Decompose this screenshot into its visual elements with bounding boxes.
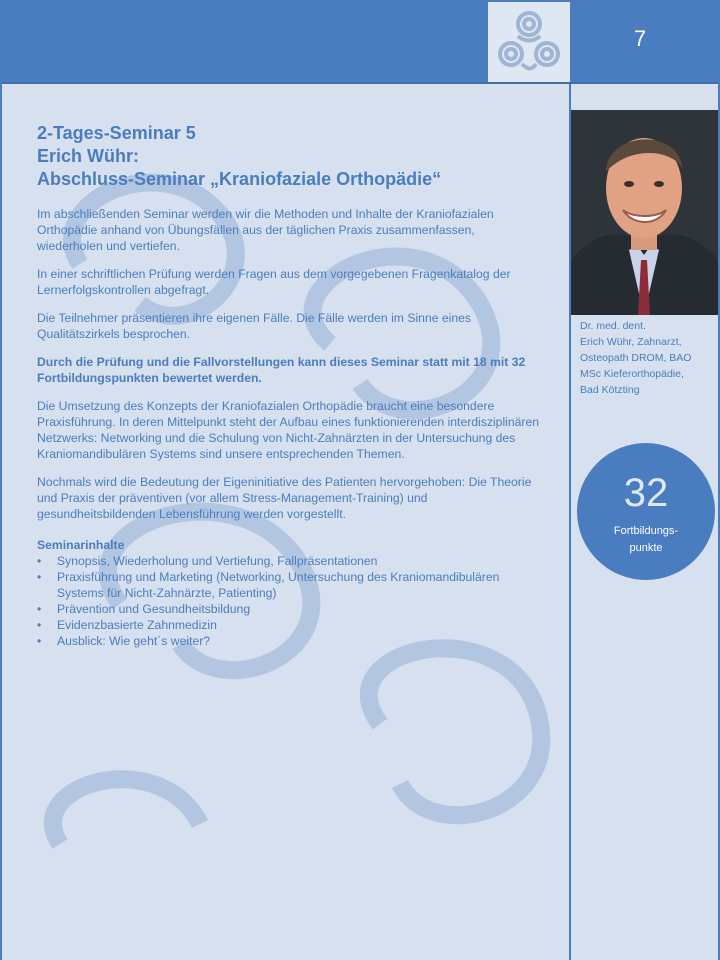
points-label-line-1: Fortbildungs- (613, 525, 679, 537)
header-bar (0, 0, 720, 84)
list-item (37, 553, 542, 569)
caption-line: Erich Wühr, Zahnarzt, (580, 336, 682, 348)
seminar-title-line-3: Abschluss-Seminar „Kraniofaziale Orthopädie“ (37, 169, 442, 189)
list-item-text: Ausblick: Wie geht´s weiter? (57, 634, 211, 648)
paragraph-cases: Die Teilnehmer präsentieren ihre eigenen Fälle. Die Fälle werden im Sinne eines Qualitätszirkels besprochen. (37, 311, 472, 341)
bullet-icon: • (37, 570, 42, 584)
page-number: 7 (633, 26, 647, 51)
speaker-caption (580, 318, 715, 398)
list-item-text: Synopsis, Wiederholung und Vertiefung, Fallpräsentationen (57, 554, 378, 568)
list-item (37, 617, 542, 633)
points-number: 32 (623, 471, 669, 515)
left-border (0, 0, 2, 960)
contents-title: Seminarinhalte (37, 538, 125, 552)
bullet-icon: • (37, 618, 42, 632)
paragraph-points: Durch die Prüfung und die Fallvorstellungen kann dieses Seminar statt mit 18 mit 32 Fortbildungspunkten bewertet werden. (37, 355, 526, 385)
spiral-logo (488, 2, 570, 82)
list-item-text: Evidenzbasierte Zahnmedizin (57, 618, 217, 632)
caption-line: Bad Kötzting (580, 384, 640, 396)
points-badge (577, 443, 715, 580)
points-label (577, 523, 715, 557)
caption-line: MSc Kieferorthopädie, (580, 368, 684, 380)
portrait-image (571, 110, 718, 315)
paragraph-practice: Die Umsetzung des Konzepts der Kraniofazialen Orthopädie braucht eine besondere Praxisführung. In deren Mittelpunkt steht der Aufbau eines funktionierenden interdisziplinären Netzwerks: Networking und die Schulung von Nicht-Zahnärzten in der Untersuchung des Kraniomandibulären Systems sind unsere entsprechenden Themen. (37, 399, 540, 461)
paragraph-prevention: Nochmals wird die Bedeutung der Eigeninitiative des Patienten hervorgehoben: Die Theorie und Praxis der präventiven (vor allem Stress-Management-Training) und gesundheitsbildenden Lebensführung werden vorgestellt. (37, 475, 532, 521)
list-item-text: Praxisführung und Marketing (Networking, Untersuchung des Kraniomandibulären Systems für Nicht-Zahnärzte, Patienting) (57, 570, 500, 600)
caption-line: Osteopath DROM, BAO (580, 352, 692, 364)
list-item (37, 601, 542, 617)
bullet-icon: • (37, 554, 42, 568)
list-item-text: Prävention und Gesundheitsbildung (57, 602, 251, 616)
caption-line: Dr. med. dent. (580, 320, 646, 332)
paragraph-exam: In einer schriftlichen Prüfung werden Fragen aus dem vorgegebenen Fragenkatalog der Lernerfolgskontrollen abgefragt. (37, 267, 511, 297)
paragraph-intro: Im abschließenden Seminar werden wir die Methoden und Inhalte der Kraniofazialen Orthopädie anhand von Übungsfällen aus der täglichen Praxis zusammenfassen, wiederholen und vertiefen. (37, 207, 494, 253)
bullet-icon: • (37, 602, 42, 616)
spiral-logo-icon (488, 2, 570, 82)
points-label-line-2: punkte (629, 542, 663, 554)
seminar-title-line-1: 2-Tages-Seminar 5 (37, 123, 196, 143)
contents-list (37, 553, 542, 649)
list-item (37, 569, 542, 601)
seminar-title-line-2: Erich Wühr: (37, 146, 139, 166)
seminar-content (37, 122, 542, 649)
bullet-icon: • (37, 634, 42, 648)
list-item (37, 633, 542, 649)
speaker-photo (571, 110, 718, 315)
